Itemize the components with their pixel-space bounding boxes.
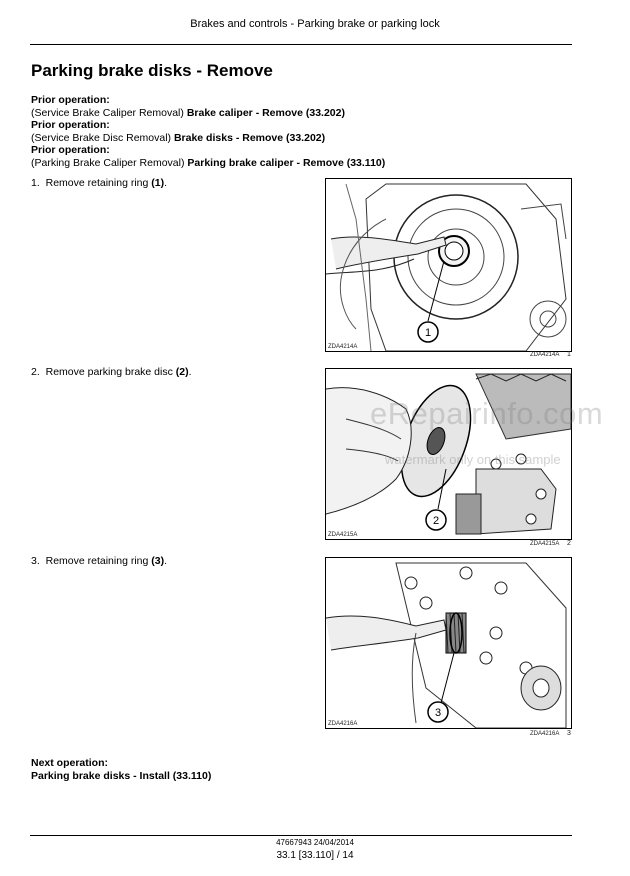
step-number: 3. xyxy=(31,555,40,567)
step-2: 2. Remove parking brake disc (2). xyxy=(31,366,192,378)
step-ref: (3) xyxy=(151,555,165,567)
footer-divider xyxy=(30,835,572,836)
step-number: 1. xyxy=(31,177,40,189)
figure-code-small: ZDA4215A xyxy=(530,541,560,547)
figure-code: ZDA4215A xyxy=(328,532,358,538)
step-text: Remove retaining ring xyxy=(45,555,152,567)
prior-operation-label: Prior operation: xyxy=(31,144,110,156)
footer-page-number: 33.1 [33.110] / 14 xyxy=(276,850,354,861)
page-title: Parking brake disks - Remove xyxy=(31,61,273,80)
step-number: 2. xyxy=(31,366,40,378)
callout-label: 1 xyxy=(424,327,432,339)
prior-operation-label: Prior operation: xyxy=(31,94,110,106)
figure-number: 2 xyxy=(567,540,571,547)
footer-doc-id: 47667943 24/04/2014 xyxy=(276,838,354,847)
step-3: 3. Remove retaining ring (3). xyxy=(31,555,168,567)
prior-operation-prefix: (Service Brake Caliper Removal) xyxy=(31,106,187,119)
step-ref: (2) xyxy=(175,366,189,378)
prior-operation-label: Prior operation: xyxy=(31,119,110,131)
prior-operation-line xyxy=(31,107,385,120)
prior-operation-line xyxy=(31,157,385,170)
figure-code-small: ZDA4216A xyxy=(530,731,560,737)
prior-operation-link[interactable]: Parking brake caliper - Remove (33.110) xyxy=(187,156,386,169)
header-divider xyxy=(30,44,572,45)
figure-number: 3 xyxy=(567,730,571,737)
figure-1-illustration xyxy=(326,179,571,351)
step-1: 1. Remove retaining ring (1). xyxy=(31,177,168,189)
watermark: eRepairinfo.com xyxy=(370,396,604,431)
prior-operation-line xyxy=(31,132,385,145)
figure-3 xyxy=(325,557,572,729)
next-operation xyxy=(31,757,211,782)
page-header: Brakes and controls - Parking brake or parking lock xyxy=(190,18,440,30)
figure-number: 1 xyxy=(567,351,571,358)
next-operation-link[interactable]: Parking brake disks - Install (33.110) xyxy=(31,769,212,782)
step-text: Remove parking brake disc xyxy=(45,366,176,378)
figure-1 xyxy=(325,178,572,352)
next-operation-label: Next operation: xyxy=(31,757,109,769)
prior-operation-prefix: (Service Brake Disc Removal) xyxy=(31,131,174,144)
prior-operations xyxy=(31,94,385,169)
callout-label: 3 xyxy=(434,707,442,719)
figure-code: ZDA4214A xyxy=(328,344,358,350)
figure-code: ZDA4216A xyxy=(328,721,358,727)
watermark-subtext: watermark only on this sample xyxy=(385,452,561,467)
prior-operation-link[interactable]: Brake caliper - Remove (33.202) xyxy=(186,106,345,119)
figure-3-illustration xyxy=(326,558,571,728)
prior-operation-prefix: (Parking Brake Caliper Removal) xyxy=(31,156,188,169)
step-ref: (1) xyxy=(151,177,165,189)
prior-operation-link[interactable]: Brake disks - Remove (33.202) xyxy=(173,131,326,144)
figure-code-small: ZDA4214A xyxy=(530,352,560,358)
step-text: Remove retaining ring xyxy=(45,177,152,189)
callout-label: 2 xyxy=(432,515,440,527)
